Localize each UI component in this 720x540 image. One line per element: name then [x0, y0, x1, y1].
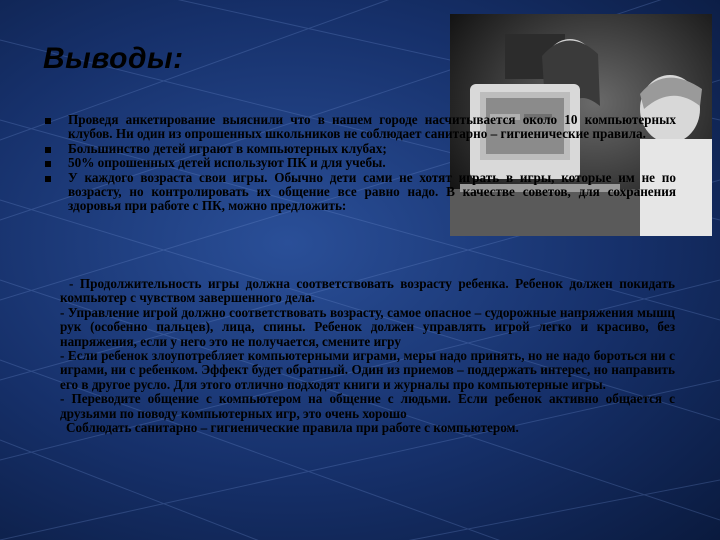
- list-item: [40, 113, 676, 142]
- conclusions-list: [40, 113, 676, 214]
- advice-paragraph: Соблюдать санитарно – гигиенические правила при работе с компьютером.: [66, 420, 519, 436]
- bullet-square-icon: [45, 147, 51, 153]
- bullet-text: Большинство детей играют в компьютерных клубах;: [68, 140, 387, 156]
- advice-paragraph: - Продолжительность игры должна соответствовать возрасту ребенка. Ребенок должен покидать компьютер с чувством завершенного дела.: [60, 276, 675, 306]
- bullet-square-icon: [45, 161, 51, 167]
- list-item: [40, 171, 676, 214]
- slide-title: Выводы:: [43, 42, 184, 75]
- bullet-text: У каждого возраста свои игры. Обычно дети сами не хотят играть в игры, которые им не по возрасту, но контролировать их общение все равно надо. В качестве советов, для сохранения здоровья при работе с ПК, можно предложить:: [68, 169, 676, 214]
- advice-block: [60, 277, 675, 435]
- list-item: [40, 142, 676, 156]
- bullet-square-icon: [45, 176, 51, 182]
- bullet-text: 50% опрошенных детей используют ПК и для учебы.: [68, 155, 386, 171]
- advice-paragraph: - Если ребенок злоупотребляет компьютерными играми, меры надо принять, но не надо бороться ни с играми, ни с ребенком. Эффект будет обратный. Один из приемов – поддержать интерес, но направить его в другое русло. Для этого отлично подходят книги и журналы про компьютерные игры.: [60, 348, 675, 392]
- advice-paragraph: - Управление игрой должно соответствовать возрасту, самое опасное – судорожные напряжения мышц рук (особенно пальцев), лица, спины. Ребенок должен управлять игрой легко и красиво, без напряжения, если у него это не получается, смените игру: [60, 304, 675, 349]
- list-item: [40, 156, 676, 170]
- bullet-text: Проведя анкетирование выяснили что в нашем городе насчитывается около 10 компьютерных клубов. Ни один из опрошенных школьников не соблюдает санитарно – гигиенические правила.: [68, 112, 676, 142]
- bullet-square-icon: [45, 118, 51, 124]
- advice-paragraph: - Переводите общение с компьютером на общение с людьми. Если ребенок активно общается с друзьями по поводу компьютерных игр, это очень хорошо: [60, 391, 675, 421]
